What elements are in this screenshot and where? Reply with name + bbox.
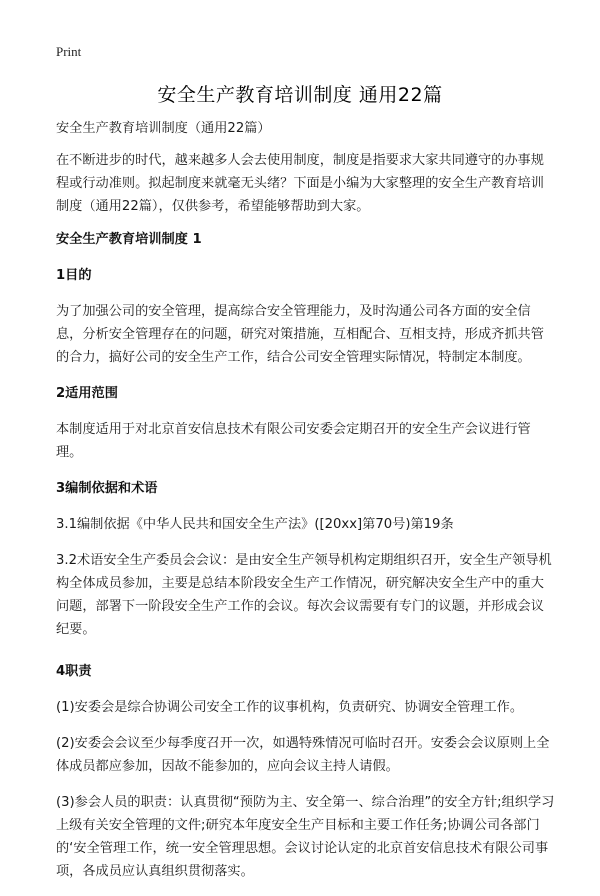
heading-duties: 4职责 <box>56 664 92 679</box>
scope-paragraph: 本制度适用于对北京首安信息技术有限公司安委会定期召开的安全生产会议进行管理。 <box>56 422 531 460</box>
document-subtitle: 安全生产教育培训制度（通用22篇） <box>56 121 271 136</box>
duty-paragraph-1: (1)安委会是综合协调公司安全工作的议事机构，负责研究、协调安全管理工作。 <box>56 700 524 715</box>
basis-paragraph-2: 3.2术语安全生产委员会会议：是由安全生产领导机构定期组织召开，安全生产领导机构全体成员参加，主要是总结本阶段安全生产工作情况，研究解决安全生产中的重大问题，部署下一阶段安全生产工作的会议。每次会议需要有专门的议题，并形成会议纪要。 <box>56 553 552 637</box>
section-heading: 安全生产教育培训制度 1 <box>56 232 202 247</box>
duty-paragraph-2: (2)安委会会议至少每季度召开一次，如遇特殊情况可临时召开。安委会会议原则上全体成员都应参加，因故不能参加的，应向会议主持人请假。 <box>56 736 550 774</box>
intro-paragraph: 在不断进步的时代，越来越多人会去使用制度，制度是指要求大家共同遵守的办事规程或行动准则。拟起制度来就毫无头绪？下面是小编为大家整理的安全生产教育培训制度（通用22篇），仅供参考，希望能够帮助到大家。 <box>56 153 544 214</box>
page-title: 安全生产教育培训制度 通用22篇 <box>157 84 443 106</box>
document-body <box>56 117 556 896</box>
basis-paragraph-1: 3.1编制依据《中华人民共和国安全生产法》([20xx]第70号)第19条 <box>56 517 454 532</box>
duty-paragraph-3: (3)参会人员的职责：认真贯彻“预防为主、安全第一、综合治理”的安全方针;组织学习上级有关安全管理的文件;研究本年度安全生产目标和主要工作任务;协调公司各部门的‘安全管理工作，统一安全管理思想。会议讨论认定的北京首安信息技术有限公司事项，各成员应认真组织贯彻落实。 <box>56 795 555 879</box>
purpose-paragraph: 为了加强公司的安全管理，提高综合安全管理能力，及时沟通公司各方面的安全信息，分析安全管理存在的问题，研究对策措施，互相配合、互相支持，形成齐抓共管的合力，搞好公司的安全生产工作，结合公司安全管理实际情况，特制定本制度。 <box>56 304 544 365</box>
heading-purpose: 1目的 <box>56 268 92 283</box>
heading-scope: 2适用范围 <box>56 386 118 401</box>
print-link[interactable]: Print <box>56 44 82 59</box>
heading-basis: 3编制依据和术语 <box>56 481 158 496</box>
